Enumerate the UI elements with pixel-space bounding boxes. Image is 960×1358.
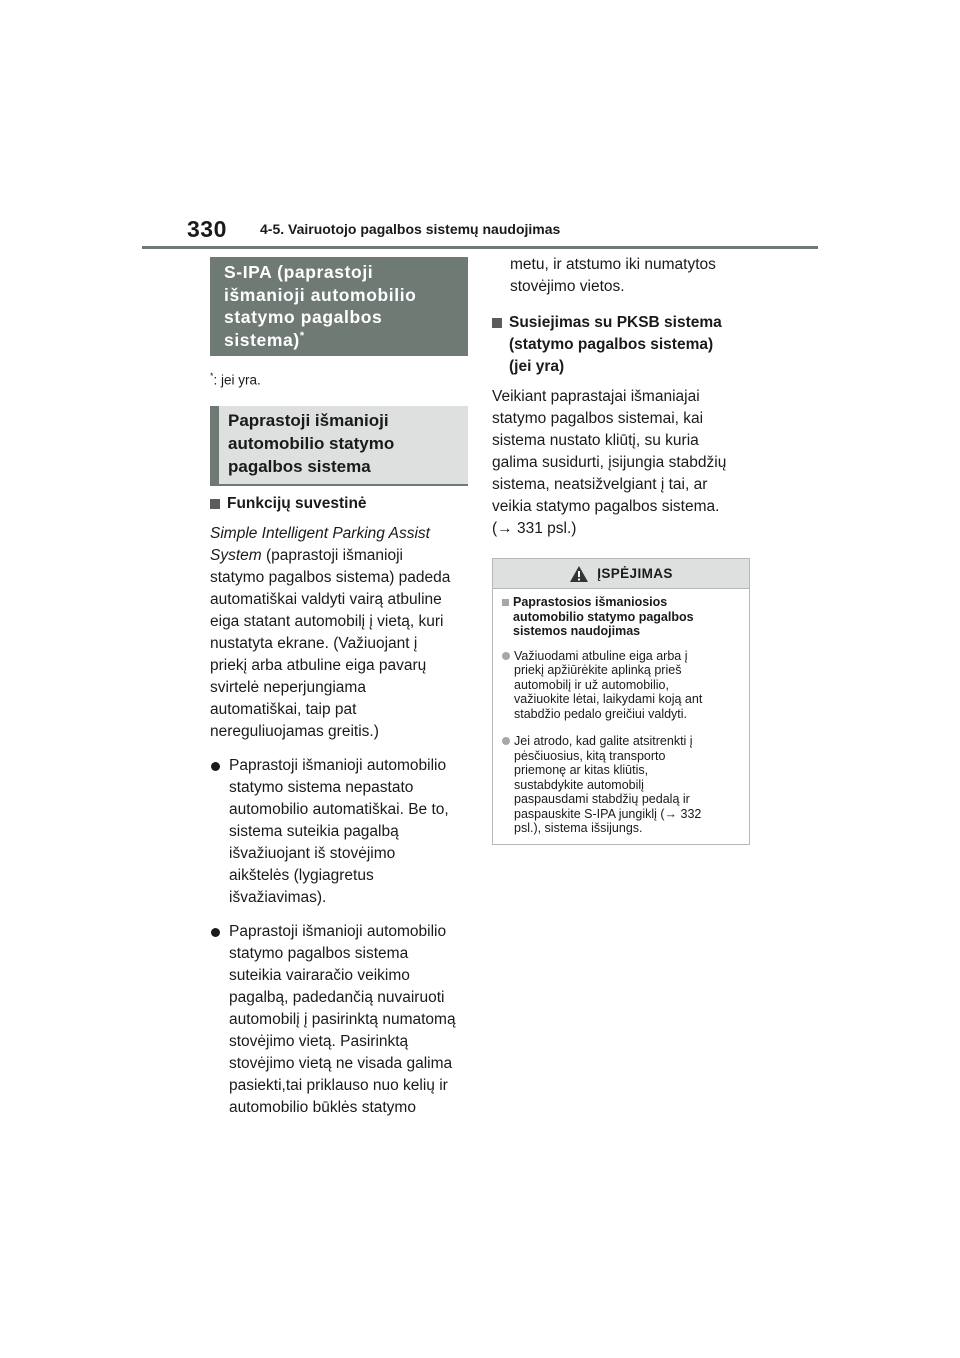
page-reference[interactable]: (→ 331 psl.) [492,520,577,537]
square-bullet-icon [492,318,502,328]
paragraph-text: (paprastoji išmanioji [261,546,403,564]
bullet-line: pasiekti,tai priklauso nuo kelių ir [229,1076,448,1094]
bullet-line: stovėjimo vietą. Pasirinktą [229,1032,409,1050]
subheading-line: Paprastosios išmaniosios [513,595,668,609]
footnote-mark: * [210,371,214,381]
paragraph-line: eiga statant automobilį į vietą, kuri [210,612,444,630]
warning-line: Važiuodami atbuline eiga arba į [514,648,688,663]
warning-subheading [502,595,741,639]
right-column [492,254,752,845]
warning-line: automobilį ir už automobilio, [514,677,669,692]
warning-item-text [514,649,702,722]
subheading-line: sistemos naudojimas [513,624,641,638]
bullet-line: išvažiuojant iš stovėjimo [229,844,396,862]
warning-line: važiuokite lėtai, laikydami koją ant [514,692,703,706]
continued-bullet-text [492,254,752,298]
footnote-text: : jei yra. [213,372,261,388]
warning-subheading-text [513,595,694,639]
paragraph-line: nustatyta ekrane. (Važiuojant į [210,634,418,652]
pksb-paragraph [492,386,752,540]
paragraph-line: statymo pagalbos sistema) padeda [210,568,451,586]
subtitle-line: Paprastoji išmanioji [228,410,389,430]
bullet-line: metu, ir atstumo iki numatytos [510,256,716,273]
warning-item-text [514,734,701,836]
warning-body [493,589,749,844]
bullet-line: stovėjimo vietą ne visada galima [229,1054,453,1072]
heading-line: (jei yra) [509,358,565,375]
section-heading-text [509,312,722,378]
bullet-line: stovėjimo vietos. [510,278,625,295]
warning-line: paspausdami stabdžių pedalą ir [514,792,690,806]
bullet-line: automobilio būklės statymo [229,1098,416,1116]
paragraph-line: priekį arba atbuline eiga pavarų [210,656,427,674]
paragraph-line: veikia statymo pagalbos sistema. [492,498,720,515]
left-column [210,257,468,1119]
warning-line: sustabdykite automobilį [514,777,644,792]
heading-line: Susiejimas su PKSB sistema [509,314,722,331]
paragraph-italic-text: System [210,546,262,564]
paragraph-line: Veikiant paprastajai išmaniajai [492,388,700,405]
page-header [142,212,818,249]
paragraph-line: statymo pagalbos sistemai, kai [492,410,704,427]
warning-line: priemonę ar kitas kliūtis, [514,763,649,777]
section-heading-text: Funkcijų suvestinė [227,494,367,512]
subtitle-box [210,406,468,486]
heading-line: (statymo pagalbos sistema) [509,336,714,353]
warning-title: ĮSPĖJIMAS [597,566,673,581]
bullet-line: Paprastoji išmanioji automobilio [229,756,447,774]
warning-line: priekį apžiūrėkite aplinką prieš [514,663,682,677]
warning-item [502,649,741,722]
title-line: S-IPA (paprastoji [224,262,374,282]
bullet-line: sistema suteikia pagalbą [229,822,399,840]
subtitle-line: automobilio statymo [228,433,395,453]
warning-line: pėsčiuosius, kitą transporto [514,748,666,763]
warning-line: paspauskite S-IPA jungiklį (→ 332 [514,806,702,821]
warning-item [502,734,741,836]
paragraph-line: nereguliuojamas greitis.) [210,722,379,740]
bullet-line: suteikia vairaračio veikimo [229,966,410,984]
chapter-title: 4-5. Vairuotojo pagalbos sistemų naudojimas [260,221,561,237]
square-bullet-icon [210,499,220,509]
warning-line: psl.), sistema išsijungs. [514,821,643,835]
title-line-text: sistema) [224,329,300,350]
paragraph-line: automatiškai valdyti vairą atbuline [210,590,442,608]
warning-line: stabdžio pedalo greičiui valdyti. [514,706,688,721]
bullet-line: pagalbą, padedančią nuvairuoti [229,988,445,1006]
paragraph-line: automatiškai, taip pat [210,700,357,718]
paragraph-line: svirtelė neperjungiama [210,678,366,696]
bullet-line: Paprastoji išmanioji automobilio [229,922,447,940]
section-title-box [210,257,468,356]
footnote [210,371,468,388]
bullet-dot-icon [502,652,510,660]
title-line [224,329,456,352]
section-heading-summary [210,493,468,515]
paragraph-line: Simple Intelligent Parking Assist [210,524,430,542]
paragraph-line: sistema, neatsižvelgiant į tai, ar [492,476,708,493]
paragraph-line: galima susidurti, įsijungia stabdžių [492,454,727,471]
warning-box [492,558,750,845]
bullet-line: automobilį į pasirinktą numatomą [229,1010,456,1028]
subtitle-line: pagalbos sistema [228,456,371,476]
square-bullet-icon [502,599,509,606]
bullet-dot-icon [211,928,220,937]
bullet-dot-icon [211,762,220,771]
summary-paragraph [210,523,468,743]
page-number: 330 [187,216,227,242]
warning-triangle-icon [569,565,589,583]
title-footnote-mark: * [299,329,305,342]
bullet-line: statymo sistema nepastato [229,778,414,796]
title-line: statymo pagalbos [224,307,383,327]
bullet-text [229,921,467,1119]
bullet-line: aikštelės (lygiagretus [229,866,374,884]
warning-line: Jei atrodo, kad galite atsitrenkti į [514,734,693,748]
bullet-line: statymo pagalbos sistema [229,944,409,962]
warning-header [493,559,749,589]
subheading-line: automobilio statymo pagalbos [513,609,694,624]
paragraph-line: sistema nustato kliūtį, su kuria [492,432,699,449]
bullet-line: išvažiavimas). [229,888,327,906]
bullet-item [210,921,468,1119]
paragraph-line [210,545,468,567]
title-line: išmanioji automobilio [224,284,417,305]
bullet-item [210,755,468,909]
bullet-dot-icon [502,737,510,745]
bullet-line: automobilio automatiškai. Be to, [229,800,449,818]
section-heading-pksb [492,312,752,378]
bullet-text [229,755,467,909]
